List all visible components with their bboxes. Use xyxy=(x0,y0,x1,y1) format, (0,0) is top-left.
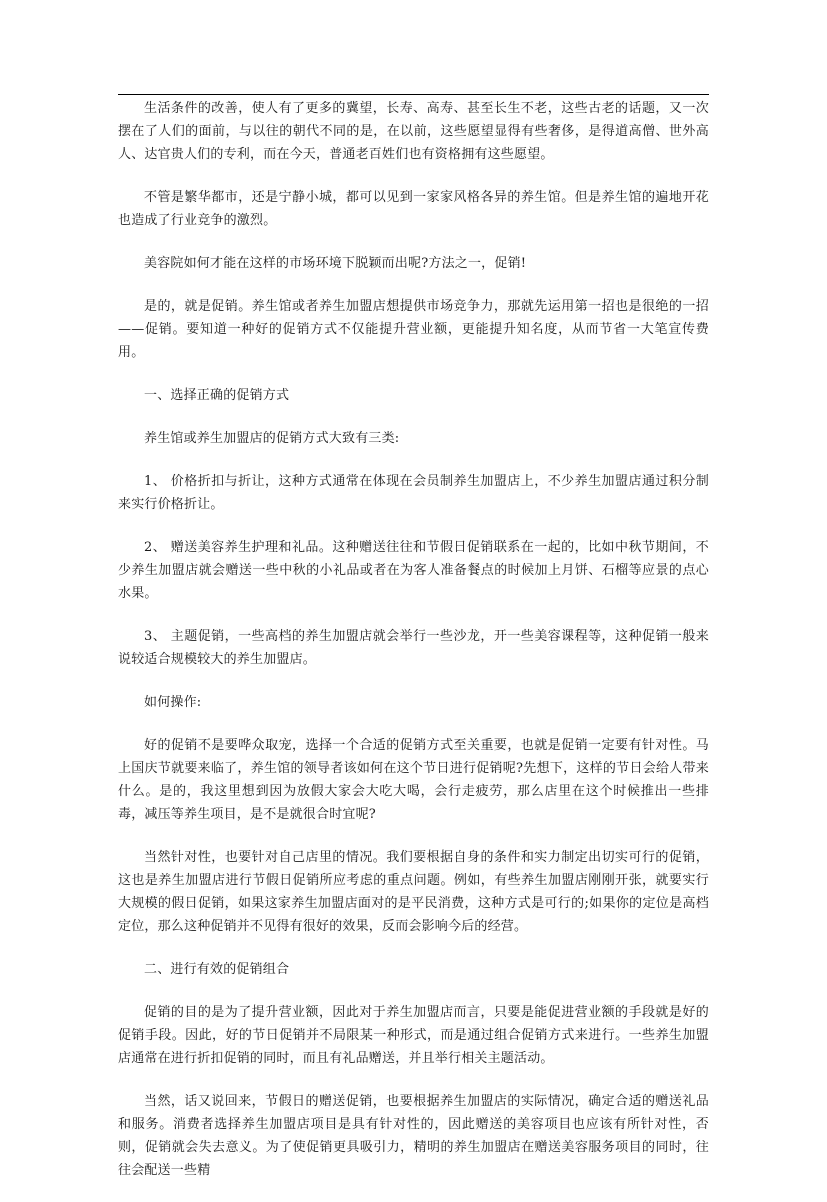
paragraph-15: 当然，话又说回来，节假日的赠送促销，也要根据养生加盟店的实际情况，确定合适的赠送礼品和服务。消费者选择养生加盟店项目是具有针对性的，因此赠送的美容项目也应该有所针对性，否则，促销就会失去意义。为了使促销更具吸引力，精明的养生加盟店在赠送美容服务项目的同时，往往会配送一些精 xyxy=(118,1094,709,1178)
paragraph-11: 好的促销不是要哗众取宠，选择一个合适的促销方式至关重要，也就是促销一定要有针对性。马上国庆节就要来临了，养生馆的领导者该如何在这个节日进行促销呢?先想下，这样的节日会给人带来什么。是的，我这里想到因为放假大家会大吃大喝，会行走疲劳，那么店里在这个时候推出一些排毒，减压等养生项目，是不是就很合时宜呢? xyxy=(118,738,709,822)
list-item-3: 3、 主题促销，一些高档的养生加盟店就会举行一些沙龙，开一些美容课程等，这种促销一般来说较适合规模较大的养生加盟店。 xyxy=(118,629,709,667)
paragraph-1: 生活条件的改善，使人有了更多的冀望，长寿、高寿、甚至长生不老，这些古老的话题，又一次摆在了人们的面前，与以往的朝代不同的是，在以前，这些愿望显得有些奢侈，是得道高僧、世外高人、达官贵人们的专利，而在今天，普通老百姓们也有资格拥有这些愿望。 xyxy=(118,101,709,162)
header-rule xyxy=(118,94,709,95)
section-heading-2: 二、进行有效的促销组合 xyxy=(144,962,290,977)
paragraph-3: 美容院如何才能在这样的市场环境下脱颖而出呢?方法之一，促销! xyxy=(144,256,527,271)
document-body xyxy=(118,97,709,1202)
list-item-1: 1、 价格折扣与折让，这种方式通常在体现在会员制养生加盟店上，不少养生加盟店通过积分制来实行价格折让。 xyxy=(118,474,709,512)
paragraph-6: 养生馆或养生加盟店的促销方式大致有三类: xyxy=(144,431,400,446)
list-item-2: 2、 赠送美容养生护理和礼品。这种赠送往往和节假日促销联系在一起的，比如中秋节期间，不少养生加盟店就会赠送一些中秋的小礼品或者在为客人准备餐点的时候加上月饼、石榴等应景的点心水果。 xyxy=(118,540,709,601)
paragraph-2: 不管是繁华都市，还是宁静小城，都可以见到一家家风格各异的养生馆。但是养生馆的遍地开花也造成了行业竞争的激烈。 xyxy=(118,190,709,228)
paragraph-4: 是的，就是促销。养生馆或者养生加盟店想提供市场竞争力，那就先运用第一招也是很绝的一招——促销。要知道一种好的促销方式不仅能提升营业额，更能提升知名度，从而节省一大笔宣传费用。 xyxy=(118,299,709,360)
paragraph-12: 当然针对性，也要针对自己店里的情况。我们要根据自身的条件和实力制定出切实可行的促销，这也是养生加盟店进行节假日促销所应考虑的重点问题。例如，有些养生加盟店刚刚开张，就要实行大规模的假日促销，如果这家养生加盟店面对的是平民消费，这种方式是可行的;如果你的定位是高档定位，那么这种促销并不见得有很好的效果，反而会影响今后的经营。 xyxy=(118,850,709,934)
section-heading-1: 一、选择正确的促销方式 xyxy=(144,388,290,403)
subheading-how-to: 如何操作: xyxy=(144,695,202,710)
paragraph-14: 促销的目的是为了提升营业额，因此对于养生加盟店而言，只要是能促进营业额的手段就是好的促销手段。因此，好的节日促销并不局限某一种形式，而是通过组合促销方式来进行。一些养生加盟店通常在进行折扣促销的同时，而且有礼品赠送，并且举行相关主题活动。 xyxy=(118,1005,709,1066)
